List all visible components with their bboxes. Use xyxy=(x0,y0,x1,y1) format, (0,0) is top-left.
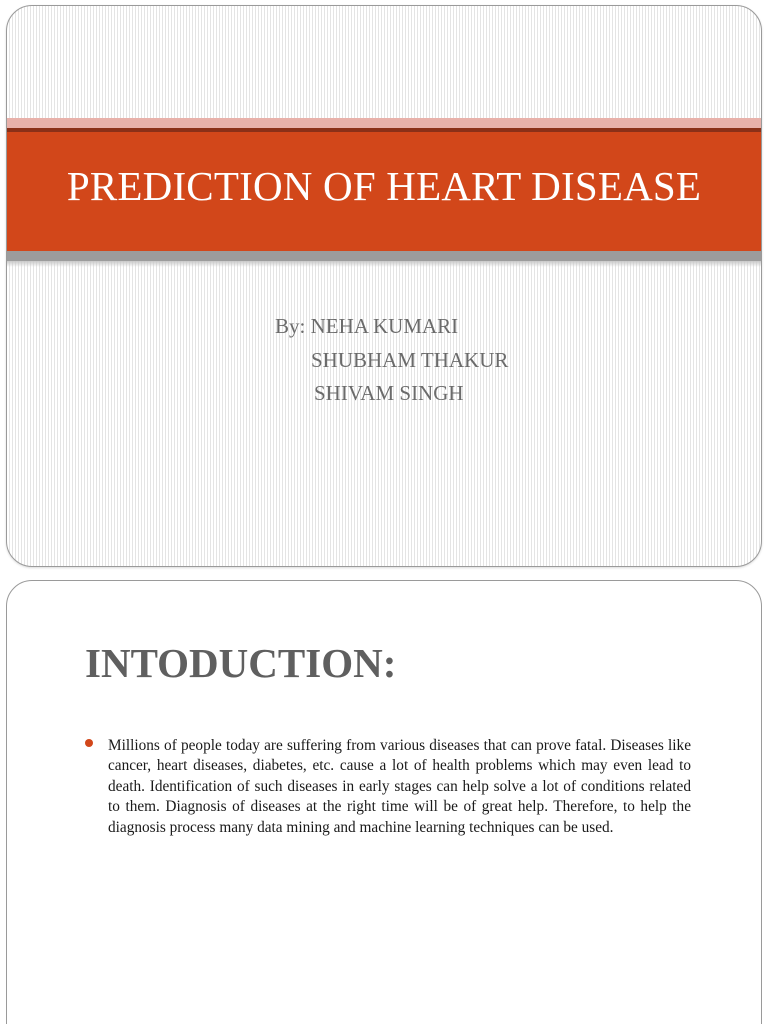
author-line-1: By: NEHA KUMARI xyxy=(275,314,459,338)
bullet-dot-icon xyxy=(85,739,93,747)
author-line-3: SHIVAM SINGH xyxy=(314,381,464,405)
slide-title: PREDICTION OF HEART DISEASE xyxy=(66,163,702,209)
title-accent-stripe xyxy=(7,118,761,128)
title-shadow xyxy=(7,261,761,267)
author-line-2: SHUBHAM THAKUR xyxy=(311,348,509,372)
bullet-paragraph: Millions of people today are suffering from various diseases that can prove fatal. Diseases like cancer, heart diseases, diabetes, etc. cause a lot of health problems which may even lead to death. Identification of such diseases in early stages can help solve a lot of conditions related to them. Diagnosis of diseases at the right time will be of great help. Therefore, to help the diagnosis process many data mining and machine learning techniques can be used. xyxy=(108,737,691,836)
introduction-slide xyxy=(6,580,762,1024)
title-band xyxy=(7,132,761,251)
title-slide xyxy=(6,5,762,567)
introduction-heading: INTODUCTION: xyxy=(85,640,397,686)
title-gray-stripe xyxy=(7,251,761,261)
